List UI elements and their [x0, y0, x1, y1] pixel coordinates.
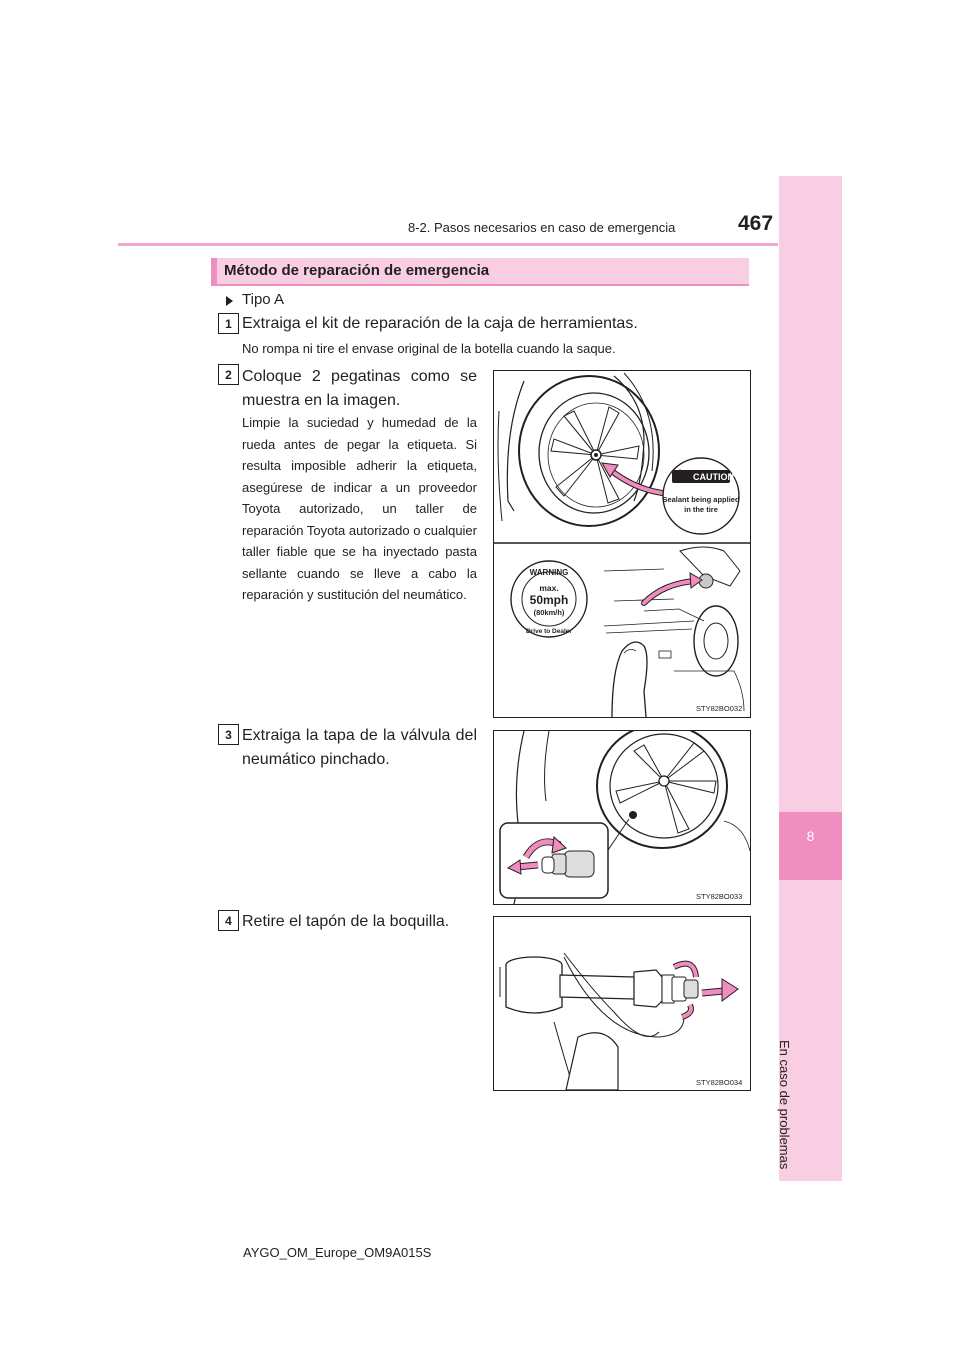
step-2-note: Limpie la suciedad y humedad de la rueda antes de pegar la etiqueta. Si resulta imposible adherir la etiqueta, asegúrese de indicar a un proveedor Toyota autorizado, un taller de reparación Toyota autorizado o cualquier taller fiable que se ha inyectado pasta sellante cuando se lleve a cabo la reparación y sustitución del neumático. — [242, 415, 477, 602]
header-rule — [118, 243, 778, 246]
step-2-title: Coloque 2 pegatinas como se muestra en la imagen. — [242, 368, 477, 409]
bullet-triangle-icon — [226, 296, 233, 306]
figure-stickers — [493, 370, 751, 718]
chapter-number: 8 — [806, 828, 815, 844]
caution-sticker-line-2: in the tire — [684, 505, 718, 514]
figure-3-code: STY82BO034 — [696, 1078, 743, 1087]
step-2-badge: 2 — [218, 364, 239, 385]
section-title-box — [211, 258, 749, 286]
nozzle-cap-illustration — [494, 917, 750, 1090]
warning-sticker-speed: 50mph — [529, 593, 569, 607]
warning-sticker-kmh: (80km/h) — [533, 608, 565, 617]
warning-sticker-bottom: Drive to Dealer — [526, 628, 572, 635]
figure-1-code: STY82BO032 — [696, 704, 743, 713]
stickers-illustration — [494, 371, 750, 717]
caution-sticker-line-1: Sealant being applied — [662, 495, 740, 504]
page-number: 467 — [738, 212, 774, 235]
running-header: 8-2. Pasos necesarios en caso de emergencia — [408, 220, 676, 235]
chapter-side-tab — [779, 176, 842, 1181]
step-4-badge: 4 — [218, 910, 239, 931]
chapter-number-box — [779, 812, 842, 880]
caution-sticker-title: CAUTION — [693, 472, 734, 482]
footer-document-code: AYGO_OM_Europe_OM9A015S — [243, 1245, 432, 1260]
step-3-title: Extraiga la tapa de la válvula del neumático pinchado. — [242, 727, 477, 768]
step-3-badge: 3 — [218, 724, 239, 745]
figure-2-code: STY82BO033 — [696, 892, 743, 901]
figure-valve-cap — [493, 730, 751, 905]
valve-cap-illustration — [494, 731, 750, 904]
step-1-note: No rompa ni tire el envase original de la botella cuando la saque. — [242, 341, 616, 356]
warning-sticker-max: max. — [539, 583, 559, 593]
section-accent-bar — [211, 258, 217, 286]
section-title: Método de reparación de emergencia — [224, 262, 490, 279]
figure-nozzle-cap — [493, 916, 751, 1091]
step-1-badge: 1 — [218, 313, 239, 334]
type-label: Tipo A — [242, 291, 284, 308]
chapter-title — [777, 1040, 810, 1170]
step-4-title: Retire el tapón de la boquilla. — [242, 913, 450, 930]
chapter-title-text: En caso de problemas — [777, 1040, 792, 1170]
step-1-title: Extraiga el kit de reparación de la caja de herramientas. — [242, 315, 638, 332]
warning-sticker-title: WARNING — [529, 568, 569, 577]
